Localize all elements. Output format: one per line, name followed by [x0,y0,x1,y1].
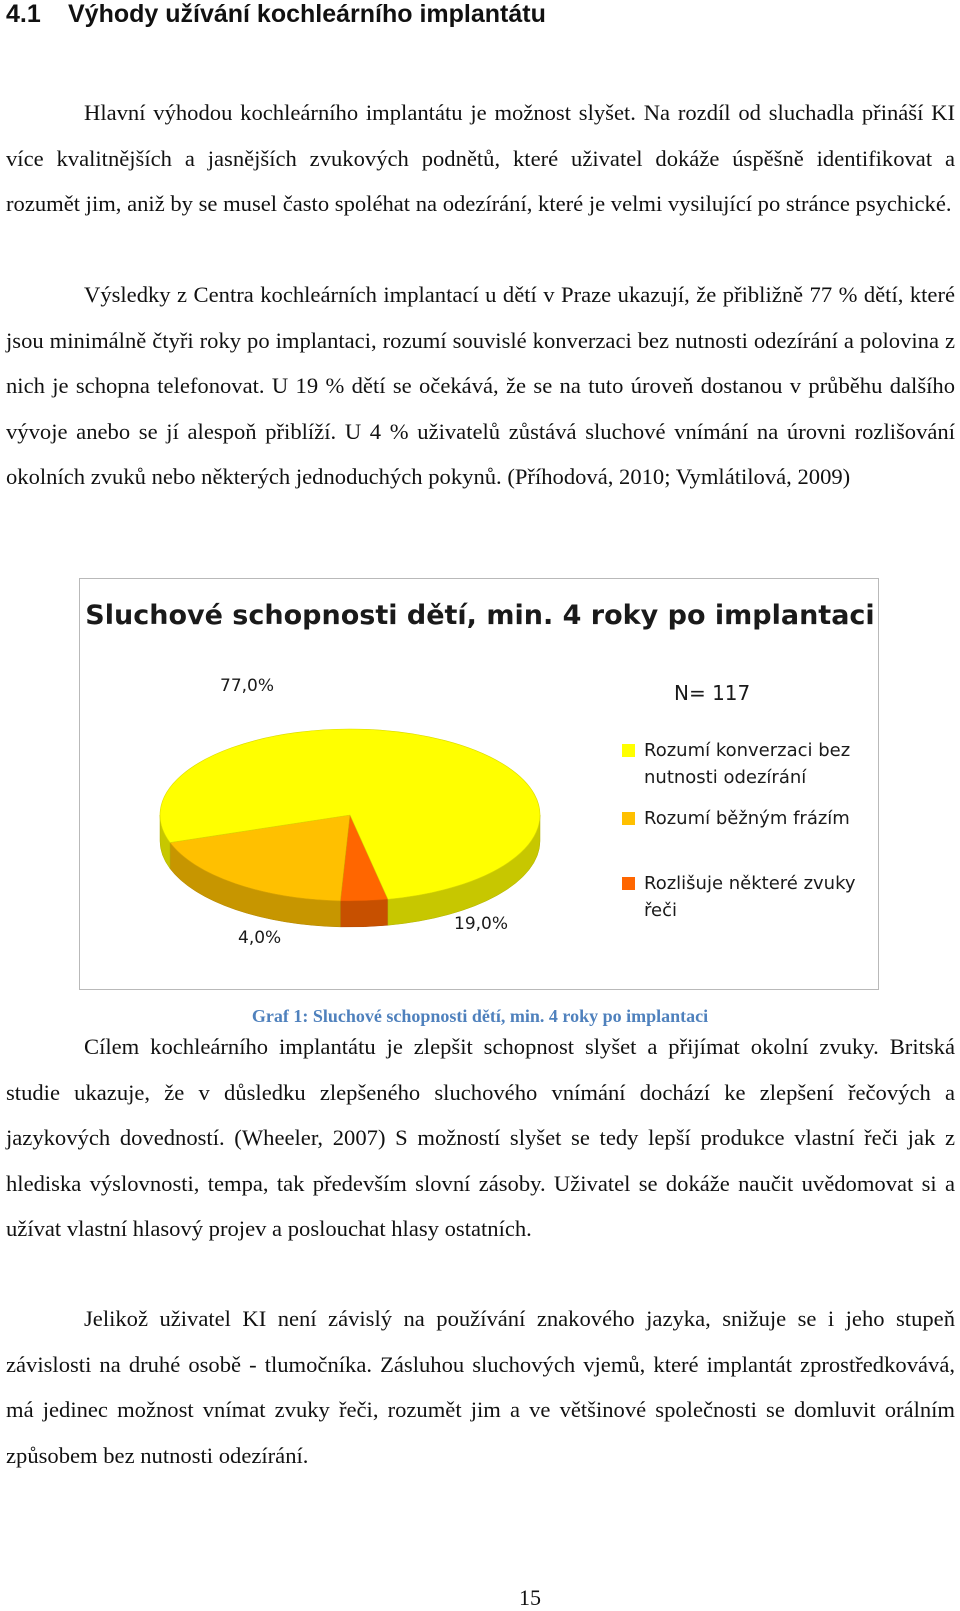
section-heading [6,0,546,29]
paragraph-2: Výsledky z Centra kochleárních implantací u dětí v Praze ukazují, že přibližně 77 % dětí, které jsou minimálně čtyři roky po implantaci, rozumí souvislé konverzaci bez nutnosti odezírání a polovina z nich je schopna telefonovat. U 19 % dětí se očekává, že se na tuto úroveň dostanou v průběhu dalšího vývoje anebo se jí alespoň přiblíží. U 4 % uživatelů zůstává sluchové vnímání na úrovni rozlišování okolních zvuků nebo některých jednoduchých pokynů. (Příhodová, 2010; Vymlátilová, 2009) [6,282,955,490]
pie-chart [79,578,879,990]
legend-item [622,805,867,832]
page-number: 15 [519,1585,541,1610]
data-label: 19,0% [454,914,509,934]
legend-swatch-red-orange [622,877,635,890]
pie-slice-side [340,899,387,927]
legend-label: Rozumí konverzaci bez nutnosti odezírání [644,740,851,788]
paragraph-4: Jelikož uživatel KI není závislý na používání znakového jazyka, snižuje se i jeho stupeň závislosti na druhé osobě - tlumočníka. Zásluhou sluchových vjemů, které implantát zprostředkovává, má jedinec možnost vnímat zvuky řeči, rozumět jim a ve většinové společnosti se domluvit orálním způsobem bez nutnosti odezírání. [6,1306,955,1468]
legend-label: Rozumí běžným frázím [644,808,850,829]
sample-size-label: N= 117 [674,681,751,705]
legend-swatch-yellow [622,744,635,757]
chart-legend [622,737,867,937]
data-label: 4,0% [238,928,282,948]
section-title: Výhody užívání kochleárního implantátu [68,0,546,28]
paragraph-3: Cílem kochleárního implantátu je zlepšit schopnost slyšet a přijímat okolní zvuky. Britská studie ukazuje, že v důsledku zlepšeného sluchového vnímání dochází ke zlepšení řečových a jazykových dovedností. (Wheeler, 2007) S možností slyšet se tedy lepší produkce vlastní řeči jak z hlediska výslovnosti, tempa, tak především slovní zásoby. Uživatel se dokáže naučit uvědomovat si a užívat vlastní hlasový projev a poslouchat hlasy ostatních. [6,1034,955,1242]
chart-title: Sluchové schopnosti dětí, min. 4 roky po implantaci [85,600,875,631]
legend-item [622,737,867,791]
section-number: 4.1 [6,0,41,28]
legend-item [622,870,867,924]
data-label: 77,0% [220,676,275,696]
paragraph-1: Hlavní výhodou kochleárního implantátu je možnost slyšet. Na rozdíl od sluchadla přináší KI více kvalitnějších a jasnějších zvukových podnětů, které uživatel dokáže úspěšně identifikovat a rozumět jim, aniž by se musel často spoléhat na odezírání, které je velmi vysilující po stránce psychické. [6,100,955,217]
legend-swatch-orange [622,812,635,825]
legend-label: Rozlišuje některé zvuky řeči [644,873,856,921]
figure-caption: Graf 1: Sluchové schopnosti dětí, min. 4 roky po implantaci [251,1006,709,1026]
